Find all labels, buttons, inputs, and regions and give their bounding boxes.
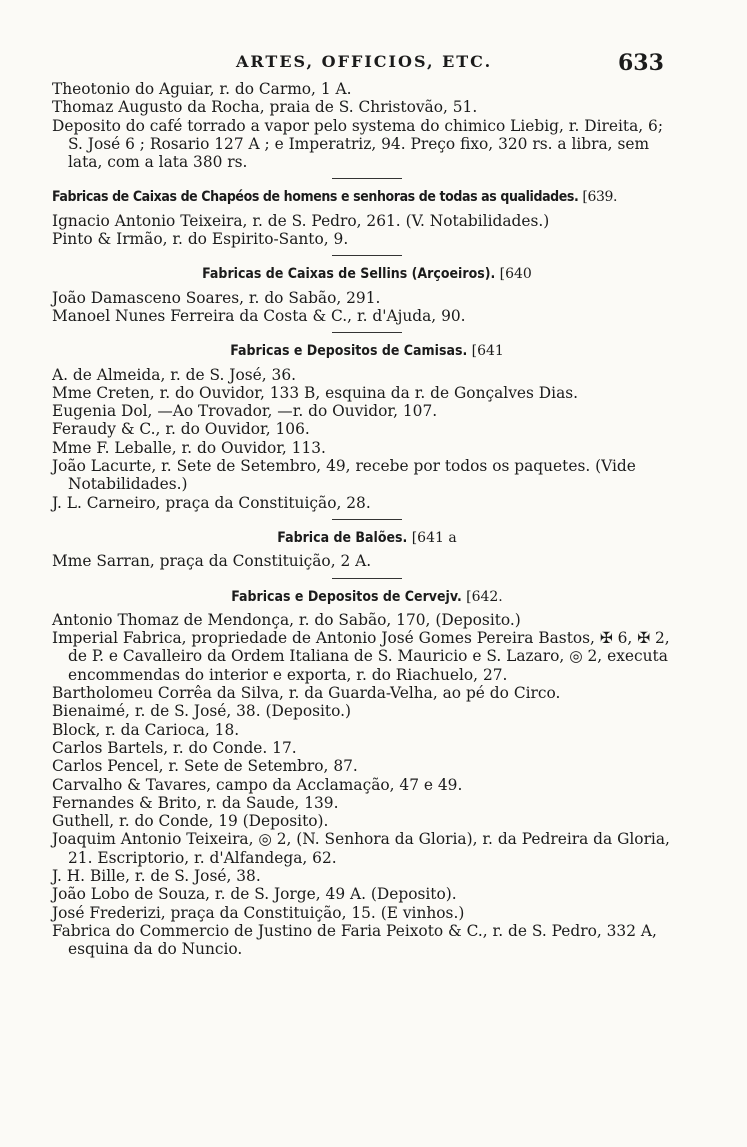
section-heading <box>52 342 682 360</box>
list-item: Bartholomeu Corrêa da Silva, r. da Guarda-Velha, ao pé do Circo. <box>52 684 561 703</box>
heading-text: Fabricas e Depositos de Camisas. <box>230 343 468 360</box>
list-item: Bienaimé, r. de S. José, 38. (Deposito.) <box>52 702 351 721</box>
section-heading <box>52 188 682 206</box>
running-title: ARTES, OFFICIOS, ETC. <box>236 52 493 71</box>
list-item: Feraudy & C., r. do Ouvidor, 106. <box>52 420 310 439</box>
directory-content <box>52 80 682 958</box>
page-header <box>0 52 747 82</box>
section-heading <box>52 588 682 606</box>
section-heading <box>52 529 682 547</box>
list-item: Fernandes & Brito, r. da Saude, 139. <box>52 793 339 812</box>
list-item: Carlos Pencel, r. Sete de Setembro, 87. <box>52 757 358 776</box>
list-item: Guthell, r. do Conde, 19 (Deposito). <box>52 812 329 831</box>
heading-text: Fabricas e Depositos de Cervejv. <box>231 588 462 605</box>
section-divider <box>332 178 402 179</box>
list-item: João Damasceno Soares, r. do Sabão, 291. <box>52 288 381 307</box>
list-item: Thomaz Augusto da Rocha, praia de S. Christovão, 51. <box>52 98 478 117</box>
section-divider <box>332 255 402 256</box>
section-ref: [642. <box>466 588 503 605</box>
list-item: Carlos Bartels, r. do Conde. 17. <box>52 738 297 757</box>
section-heading <box>52 265 682 283</box>
list-item: Ignacio Antonio Teixeira, r. de S. Pedro, 261. (V. Notabilidades.) <box>52 211 550 230</box>
section-divider <box>332 519 402 520</box>
list-item: Mme Creten, r. do Ouvidor, 133 B, esquina da r. de Gonçalves Dias. <box>52 383 579 402</box>
list-item: José Frederizi, praça da Constituição, 15. (E vinhos.) <box>52 903 465 922</box>
list-item: João Lobo de Souza, r. de S. Jorge, 49 A. (Deposito). <box>52 885 457 904</box>
list-item: Mme F. Leballe, r. do Ouvidor, 113. <box>52 438 326 457</box>
section-ref: [639. <box>582 189 618 206</box>
list-item: Pinto & Irmão, r. do Espirito-Santo, 9. <box>52 230 349 249</box>
section-ref: [640 <box>499 266 532 283</box>
list-item: Manoel Nunes Ferreira da Costa & C., r. d'Ajuda, 90. <box>52 306 466 325</box>
section-divider <box>332 332 402 333</box>
heading-text: Fabricas de Caixas de Chapéos de homens e senhoras de todas as qualidades. <box>52 189 579 206</box>
list-item: Theotonio do Aguiar, r. do Carmo, 1 A. <box>52 80 352 98</box>
list-item: João Lacurte, r. Sete de Setembro, 49, recebe por todos os paquetes. (Vide Notabilidades.) <box>52 457 636 494</box>
list-item: Carvalho & Tavares, campo da Acclamação, 47 e 49. <box>52 775 463 794</box>
list-item: Joaquim Antonio Teixeira, ◎ 2, (N. Senhora da Gloria), r. da Pedreira da Gloria, 21. Escriptorio, r. d'Alfandega, 62. <box>52 830 670 867</box>
list-item: Fabrica do Commercio de Justino de Faria Peixoto & C., r. de S. Pedro, 332 A, esquina da do Nuncio. <box>52 921 657 959</box>
heading-text: Fabricas de Caixas de Sellins (Arçoeiros). <box>202 266 496 283</box>
list-item: Imperial Fabrica, propriedade de Antonio José Gomes Pereira Bastos, ✠ 6, ✠ 2, de P. e Cavalleiro da Ordem Italiana de S. Mauricio e S. Lazaro, ◎ 2, executa encommendas do interior e exporta, r. do Riachuelo, 27. <box>52 629 670 684</box>
list-item: J. L. Carneiro, praça da Constituição, 28. <box>52 493 371 512</box>
heading-text: Fabrica de Balões. <box>277 529 408 546</box>
list-item: A. de Almeida, r. de S. José, 36. <box>52 365 297 384</box>
list-item: Deposito do café torrado a vapor pelo systema do chimico Liebig, r. Direita, 6; S. José 6 ; Rosario 127 A ; e Imperatriz, 94. Preço fixo, 320 rs. a libra, sem lata, com a lata 380 rs. <box>52 116 664 172</box>
section-ref: [641 <box>471 343 504 360</box>
list-item: Antonio Thomaz de Mendonça, r. do Sabão, 170, (Deposito.) <box>52 610 521 629</box>
section-divider <box>332 578 402 579</box>
page-number: 633 <box>618 50 664 76</box>
list-item: Eugenia Dol, —Ao Trovador, —r. do Ouvidor, 107. <box>52 402 438 421</box>
list-item: Mme Sarran, praça da Constituição, 2 A. <box>52 552 372 571</box>
list-item: Block, r. da Carioca, 18. <box>52 720 240 739</box>
section-ref: [641 a <box>411 529 457 546</box>
list-item: J. H. Bille, r. de S. José, 38. <box>52 866 261 885</box>
